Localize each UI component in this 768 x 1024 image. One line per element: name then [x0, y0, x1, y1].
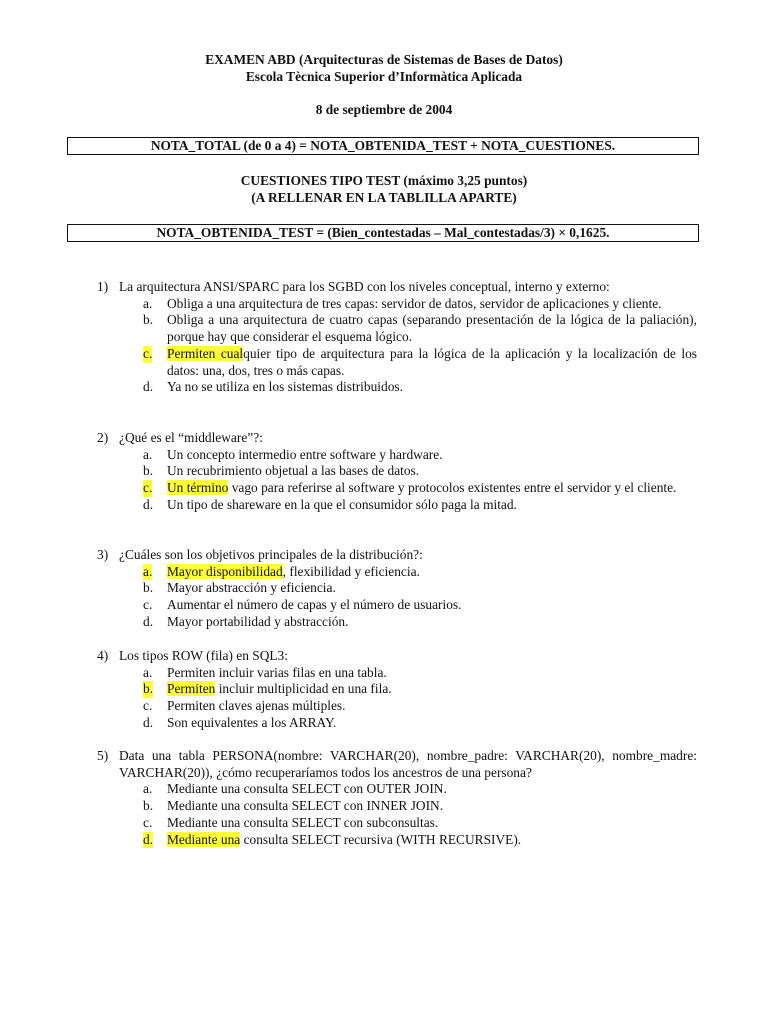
- option-a: [97, 296, 697, 313]
- option-letter: c.: [143, 698, 153, 714]
- question-text: ¿Cuáles son los objetivos principales de la distribución?:: [119, 547, 423, 562]
- option-c: [97, 346, 697, 379]
- option-letter: a.: [143, 781, 153, 797]
- option-text: vago para referirse al software y protocolos existentes entre el servidor y el cliente.: [228, 480, 677, 496]
- option-c: [97, 815, 697, 832]
- option-text: quier tipo de arquitectura para la lógica de la aplicación y la localización de los datos: una, dos, tres o más capas.: [167, 345, 697, 378]
- question-3: [97, 547, 697, 631]
- section-subtitle: (A RELLENAR EN LA TABLILLA APARTE): [251, 190, 517, 205]
- option-b: [97, 312, 697, 345]
- option-letter: a.: [143, 563, 153, 579]
- exam-date: 8 de septiembre de 2004: [315, 102, 453, 117]
- option-list: [97, 781, 697, 848]
- option-letter: c.: [143, 814, 153, 830]
- option-letter: d.: [143, 379, 154, 395]
- question-number: 3): [97, 547, 109, 562]
- question-number: 4): [97, 648, 109, 663]
- option-letter: b.: [143, 798, 154, 814]
- option-a: [97, 781, 697, 798]
- option-text: Mayor portabilidad y abstracción.: [167, 613, 349, 629]
- option-b: [97, 681, 697, 698]
- option-letter: b.: [143, 463, 154, 479]
- option-c: [97, 597, 697, 614]
- option-text: Mayor abstracción y eficiencia.: [167, 580, 336, 596]
- highlighted-answer: Permiten: [167, 681, 216, 697]
- question-text: Data una tabla PERSONA(nombre: VARCHAR(20), nombre_padre: VARCHAR(20), nombre_madre: VARCHAR(20)), ¿cómo recuperaríamos todos los ancestros de una persona?: [119, 748, 697, 780]
- option-list: [97, 665, 697, 732]
- option-text: Obliga a una arquitectura de cuatro capas (separando presentación de la lógica de la paliación), porque hay que considerar el esquema lógico.: [167, 312, 697, 345]
- option-list: [97, 447, 697, 514]
- option-b: [97, 463, 697, 480]
- option-letter: a.: [143, 664, 153, 680]
- option-letter: d.: [143, 613, 154, 629]
- option-a: [97, 447, 697, 464]
- option-d: [97, 614, 697, 631]
- option-text: Permiten claves ajenas múltiples.: [167, 698, 346, 714]
- option-letter: d.: [143, 831, 154, 847]
- option-letter: a.: [143, 295, 153, 311]
- option-text: , flexibilidad y eficiencia.: [282, 563, 420, 579]
- option-d: [97, 379, 697, 396]
- option-a: [97, 564, 697, 581]
- option-b: [97, 798, 697, 815]
- option-text: Mediante una consulta SELECT con subconsultas.: [167, 814, 439, 830]
- option-text: Mediante una consulta SELECT con OUTER JOIN.: [167, 781, 447, 797]
- option-letter: b.: [143, 681, 154, 697]
- option-letter: b.: [143, 312, 154, 328]
- highlighted-answer: Un término: [167, 480, 229, 496]
- option-letter: d.: [143, 714, 154, 730]
- option-text: Un tipo de shareware en la que el consumidor sólo paga la mitad.: [167, 496, 517, 512]
- question-1: [97, 279, 697, 396]
- option-letter: d.: [143, 496, 154, 512]
- highlighted-answer: Permiten cual: [167, 345, 244, 361]
- highlighted-answer: Mediante una: [167, 831, 241, 847]
- option-letter: c.: [143, 597, 153, 613]
- option-letter: b.: [143, 580, 154, 596]
- option-text: Un recubrimiento objetual a las bases de datos.: [167, 463, 420, 479]
- question-text: ¿Qué es el “middleware”?:: [119, 430, 263, 445]
- school-name: Escola Tècnica Superior d’Informàtica Aplicada: [245, 69, 523, 84]
- question-number: 5): [97, 748, 109, 763]
- total-grade-formula: NOTA_TOTAL (de 0 a 4) = NOTA_OBTENIDA_TEST + NOTA_CUESTIONES.: [67, 137, 699, 155]
- option-text: Mediante una consulta SELECT con INNER JOIN.: [167, 798, 444, 814]
- question-number: 1): [97, 279, 109, 294]
- question-2: [97, 430, 697, 514]
- option-text: incluir multiplicidad en una fila.: [215, 681, 392, 697]
- test-grade-formula: NOTA_OBTENIDA_TEST = (Bien_contestadas – Mal_contestadas/3) × 0,1625.: [67, 224, 699, 242]
- option-c: [97, 698, 697, 715]
- option-text: consulta SELECT recursiva (WITH RECURSIVE).: [240, 831, 522, 847]
- question-text: La arquitectura ANSI/SPARC para los SGBD con los niveles conceptual, interno y externo:: [119, 279, 610, 294]
- section-title: CUESTIONES TIPO TEST (máximo 3,25 puntos): [240, 173, 528, 188]
- option-b: [97, 580, 697, 597]
- option-text: Un concepto intermedio entre software y hardware.: [167, 446, 443, 462]
- option-a: [97, 665, 697, 682]
- question-number: 2): [97, 430, 109, 445]
- option-d: [97, 715, 697, 732]
- option-list: [97, 296, 697, 396]
- question-4: [97, 648, 697, 732]
- option-text: Aumentar el número de capas y el número de usuarios.: [167, 597, 462, 613]
- question-text: Los tipos ROW (fila) en SQL3:: [119, 648, 288, 663]
- highlighted-answer: Mayor disponibilidad: [167, 563, 283, 579]
- option-letter: c.: [143, 345, 153, 361]
- option-d: [97, 497, 697, 514]
- option-c: [97, 480, 697, 497]
- option-text: Son equivalentes a los ARRAY.: [167, 714, 337, 730]
- question-5: [97, 748, 697, 848]
- option-text: Obliga a una arquitectura de tres capas: servidor de datos, servidor de aplicaciones y cliente.: [167, 295, 662, 311]
- exam-title: EXAMEN ABD (Arquitecturas de Sistemas de Bases de Datos): [205, 52, 563, 67]
- option-d: [97, 832, 697, 849]
- option-text: Ya no se utiliza en los sistemas distribuidos.: [167, 379, 403, 395]
- option-text: Permiten incluir varias filas en una tabla.: [167, 664, 387, 680]
- option-letter: c.: [143, 480, 153, 496]
- option-letter: a.: [143, 446, 153, 462]
- option-list: [97, 564, 697, 631]
